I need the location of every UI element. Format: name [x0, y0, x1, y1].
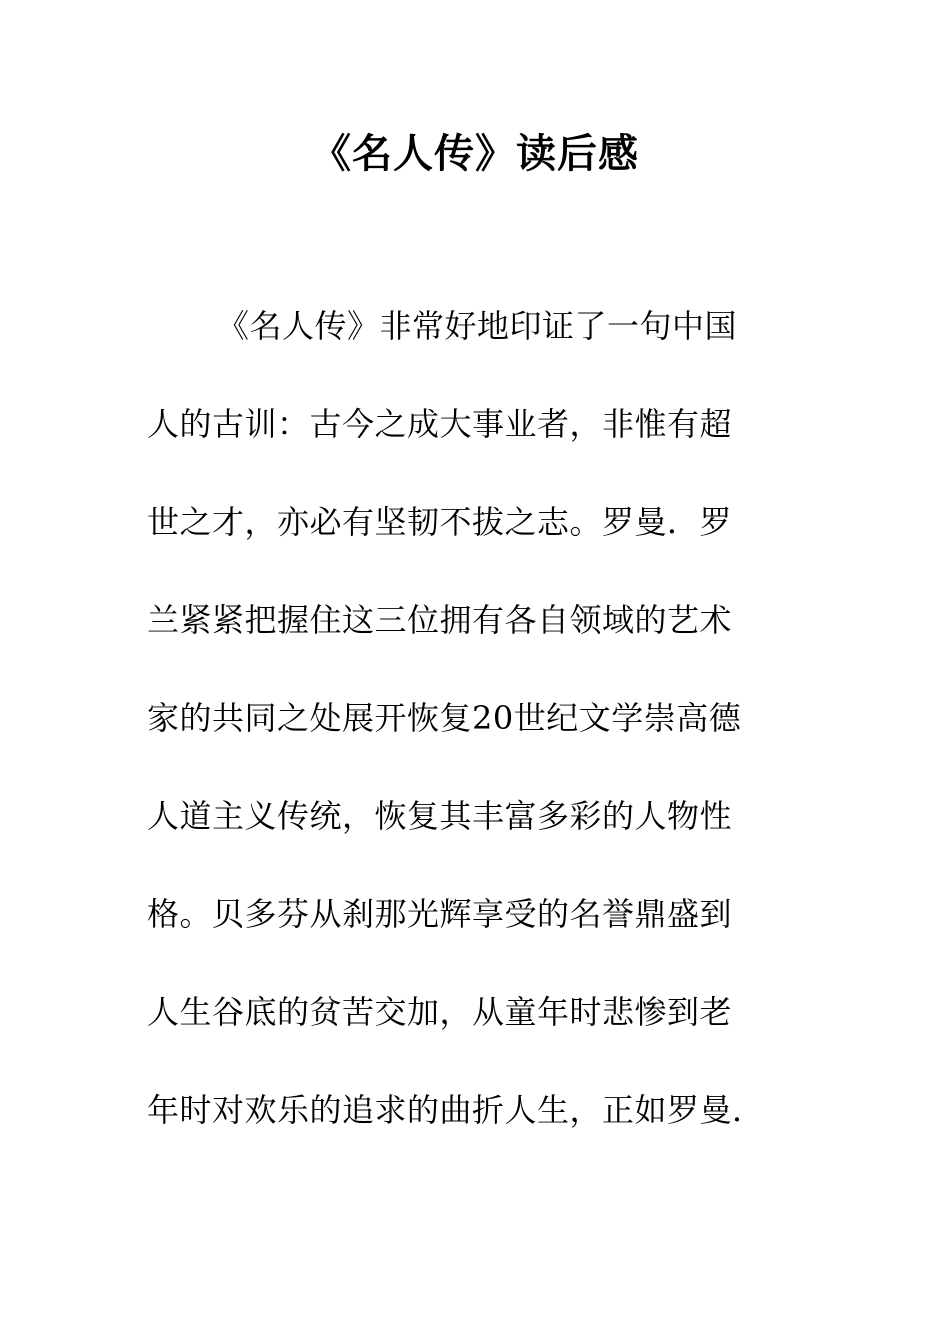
paragraph-line: 年时对欢乐的追求的曲折人生，正如罗曼．: [147, 1091, 765, 1129]
paragraph-line: 《名人传》非常好地印证了一句中国: [217, 307, 738, 345]
paragraph-line: 人道主义传统，恢复其丰富多彩的人物性: [147, 797, 733, 835]
paragraph-line: 家的共同之处展开恢复20世纪文学崇高德: [147, 699, 742, 737]
paragraph-line: 格。贝多芬从刹那光辉享受的名誉鼎盛到: [147, 895, 733, 933]
paragraph-line: 人生谷底的贫苦交加，从童年时悲惨到老: [147, 993, 733, 1031]
document-body: [147, 298, 807, 1180]
paragraph-line: 世之才，亦必有坚韧不拔之志。罗曼．罗: [147, 503, 733, 541]
document-title: 《名人传》读后感: [311, 130, 639, 177]
paragraph-line: 兰紧紧把握住这三位拥有各自领域的艺术: [147, 601, 733, 639]
paragraph-line: 人的古训：古今之成大事业者，非惟有超: [147, 405, 733, 443]
